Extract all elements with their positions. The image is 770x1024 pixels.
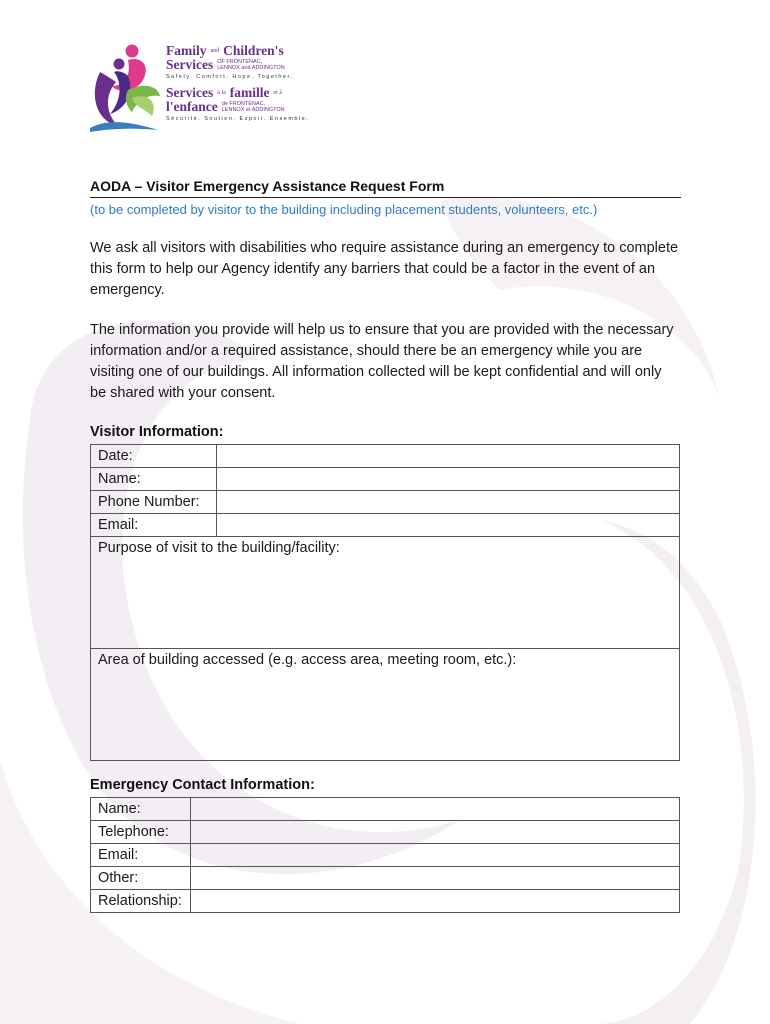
logo-head-pink [126,45,139,58]
contact-name-field[interactable] [191,798,680,821]
form-title: AODA – Visitor Emergency Assistance Request Form [90,178,445,194]
info-paragraph: The information you provide will help us to ensure that you are provided with the necessary information and/or a required assistance, should there be an emergency while you are visiting one of our buildings. All information collected will be kept confidential and will only be shared with your consent. [90,322,674,401]
table-row [91,445,680,468]
logo-fr-tagline: Sécurité. Soutien. Espoir. Ensemble. [166,116,310,122]
name-field[interactable] [217,468,680,491]
table-row [91,537,680,649]
date-field[interactable] [217,445,680,468]
logo-en-name-line2: Services OF FRONTENAC, LENNOX and ADDINGTON [166,57,285,72]
visitor-info-table [90,444,680,761]
contact-telephone-label: Telephone: [91,821,191,844]
purpose-of-visit-field[interactable] [91,537,680,649]
emergency-contact-table [90,797,680,913]
table-row [91,491,680,514]
purpose-of-visit-label: Purpose of visit to the building/facility: [98,540,340,556]
logo-head-purple [114,59,125,70]
contact-email-label: Email: [91,844,191,867]
form-subtitle: (to be completed by visitor to the building including placement students, volunteers, etc.) [90,202,598,217]
title-divider [90,197,681,198]
contact-other-field[interactable] [191,867,680,890]
phone-number-field[interactable] [217,491,680,514]
email-field[interactable] [217,514,680,537]
emergency-contact-heading: Emergency Contact Information: [90,777,315,793]
intro-paragraph: We ask all visitors with disabilities who require assistance during an emergency to complete this form to help our Agency identify any barriers that could be a factor in the event of an emergency. [90,240,679,298]
table-row [91,649,680,761]
table-row [91,821,680,844]
logo-en-tagline: Safety. Comfort. Hope. Together. [166,74,294,80]
contact-other-label: Other: [91,867,191,890]
visitor-info-heading: Visitor Information: [90,424,224,440]
logo-en-name-line1: Family and Children's [166,43,284,58]
area-accessed-label: Area of building accessed (e.g. access area, meeting room, etc.): [98,652,517,668]
contact-relationship-label: Relationship: [91,890,191,913]
agency-logo-wordmark [166,43,310,128]
table-row [91,468,680,491]
contact-relationship-field[interactable] [191,890,680,913]
table-row [91,514,680,537]
name-label: Name: [91,468,217,491]
date-label: Date: [91,445,217,468]
logo-wave-blue [90,122,158,132]
table-row [91,798,680,821]
logo-fr-name-line1: Services à la famille et à [166,85,282,100]
area-accessed-field[interactable] [91,649,680,761]
table-row [91,867,680,890]
contact-name-label: Name: [91,798,191,821]
table-row [91,890,680,913]
table-row [91,844,680,867]
phone-number-label: Phone Number: [91,491,217,514]
email-label: Email: [91,514,217,537]
contact-telephone-field[interactable] [191,821,680,844]
contact-email-field[interactable] [191,844,680,867]
logo-fr-name-line2: l'enfance de FRONTENAC, LENNOX et ADDINGTON [166,99,285,114]
